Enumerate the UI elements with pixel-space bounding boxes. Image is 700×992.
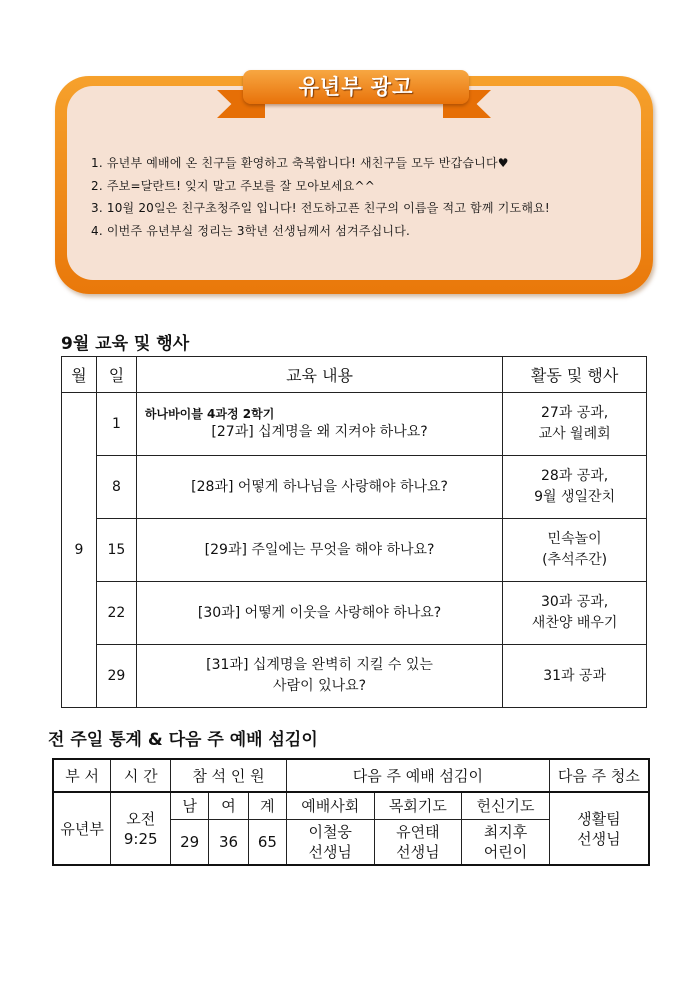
header-dept: 부 서 — [53, 759, 111, 792]
stats-header-row — [53, 759, 649, 792]
role-label: 예배사회 — [286, 792, 374, 820]
table-row — [62, 645, 647, 708]
schedule-title: 9월 교육 및 행사 — [61, 334, 190, 354]
content-cell — [136, 393, 502, 456]
cleaning-line: 생활팀 — [577, 809, 621, 828]
activity-cell — [503, 645, 647, 708]
notice-list — [91, 152, 550, 242]
lesson-text: [28과] 어떻게 하나님을 사랑해야 하나요? — [191, 478, 448, 495]
table-row — [62, 519, 647, 582]
server-name — [286, 820, 374, 866]
activity-line: (추석주간) — [542, 552, 608, 568]
activity-line: 9월 생일잔치 — [534, 489, 616, 505]
role-label: 목회기도 — [374, 792, 462, 820]
notice-item: 3. 10월 20일은 친구초청주일 입니다! 전도하고픈 친구의 이름을 적고 함께 기도해요! — [91, 201, 550, 215]
server-name-line: 유연태 — [396, 823, 440, 841]
role-label: 헌신기도 — [462, 792, 550, 820]
activity-cell — [503, 519, 647, 582]
server-title-line: 어린이 — [483, 843, 528, 861]
lesson-text: [27과] 십계명을 왜 지켜야 하나요? — [211, 423, 428, 440]
header-cleaning: 다음 주 청소 — [549, 759, 649, 792]
notice-title: 유년부 광고 — [243, 70, 469, 104]
notice-item: 1. 유년부 예배에 온 친구들 환영하고 축복합니다! 새친구들 모두 반갑습니다♥ — [91, 156, 509, 170]
stats-title: 전 주일 통계 & 다음 주 예배 섬김이 — [48, 730, 318, 750]
activity-line: 민속놀이 — [547, 531, 602, 547]
time-cell — [111, 792, 171, 865]
header-month: 월 — [62, 357, 97, 393]
day-cell: 15 — [96, 519, 136, 582]
month-cell: 9 — [62, 393, 97, 708]
activity-line: 31과 공과 — [543, 667, 607, 684]
stats-table — [52, 758, 650, 866]
header-servers: 다음 주 예배 섬김이 — [286, 759, 549, 792]
time-line: 9:25 — [123, 829, 158, 848]
lesson-text: [29과] 주일에는 무엇을 해야 하나요? — [204, 541, 435, 558]
server-name — [374, 820, 462, 866]
female-label: 여 — [209, 792, 249, 820]
header-day: 일 — [96, 357, 136, 393]
header-time: 시 간 — [111, 759, 171, 792]
activity-line: 교사 월례회 — [538, 426, 611, 442]
notice-item: 4. 이번주 유년부실 정리는 3학년 선생님께서 섬겨주십니다. — [91, 223, 411, 238]
time-line: 오전 — [126, 809, 156, 828]
server-title-line: 선생님 — [308, 843, 352, 861]
activity-cell — [503, 582, 647, 645]
day-cell: 8 — [96, 456, 136, 519]
header-activity: 활동 및 행사 — [503, 357, 647, 393]
header-attendance: 참 석 인 원 — [171, 759, 287, 792]
activity-line: 28과 공과, — [540, 468, 609, 484]
content-cell — [136, 456, 502, 519]
female-count: 36 — [209, 820, 249, 866]
table-row — [53, 792, 649, 820]
server-name-line: 이철웅 — [308, 823, 352, 841]
content-cell — [136, 519, 502, 582]
male-count: 29 — [171, 820, 209, 866]
male-label: 남 — [171, 792, 209, 820]
total-label: 계 — [248, 792, 286, 820]
lesson-text: 사람이 있나요? — [273, 678, 367, 694]
table-row — [62, 582, 647, 645]
curriculum-label: 하나바이블 4과정 2학기 — [144, 406, 275, 421]
content-cell — [136, 645, 502, 708]
cleaning-cell — [549, 792, 649, 865]
total-count: 65 — [248, 820, 286, 866]
table-row — [62, 456, 647, 519]
server-name — [462, 820, 550, 866]
notice-item: 2. 주보=달란트! 잊지 말고 주보를 잘 모아보세요^^ — [91, 178, 375, 193]
schedule-table — [61, 356, 647, 708]
activity-line: 27과 공과, — [540, 405, 609, 421]
activity-cell — [503, 456, 647, 519]
content-cell — [136, 582, 502, 645]
server-title-line: 선생님 — [396, 843, 440, 861]
cleaning-line: 선생님 — [577, 829, 621, 848]
table-row — [62, 393, 647, 456]
activity-cell — [503, 393, 647, 456]
activity-line: 새찬양 배우기 — [531, 615, 618, 631]
activity-line: 30과 공과, — [540, 594, 609, 610]
lesson-text: [31과] 십계명을 완벽히 지킬 수 있는 — [206, 657, 433, 673]
lesson-text: [30과] 어떻게 이웃을 사랑해야 하나요? — [197, 604, 442, 621]
day-cell: 22 — [96, 582, 136, 645]
dept-cell: 유년부 — [53, 792, 111, 865]
header-content: 교육 내용 — [136, 357, 502, 393]
day-cell: 29 — [96, 645, 136, 708]
schedule-header-row — [62, 357, 647, 393]
notice-box — [55, 70, 655, 295]
server-name-line: 최지후 — [483, 823, 528, 841]
day-cell: 1 — [96, 393, 136, 456]
